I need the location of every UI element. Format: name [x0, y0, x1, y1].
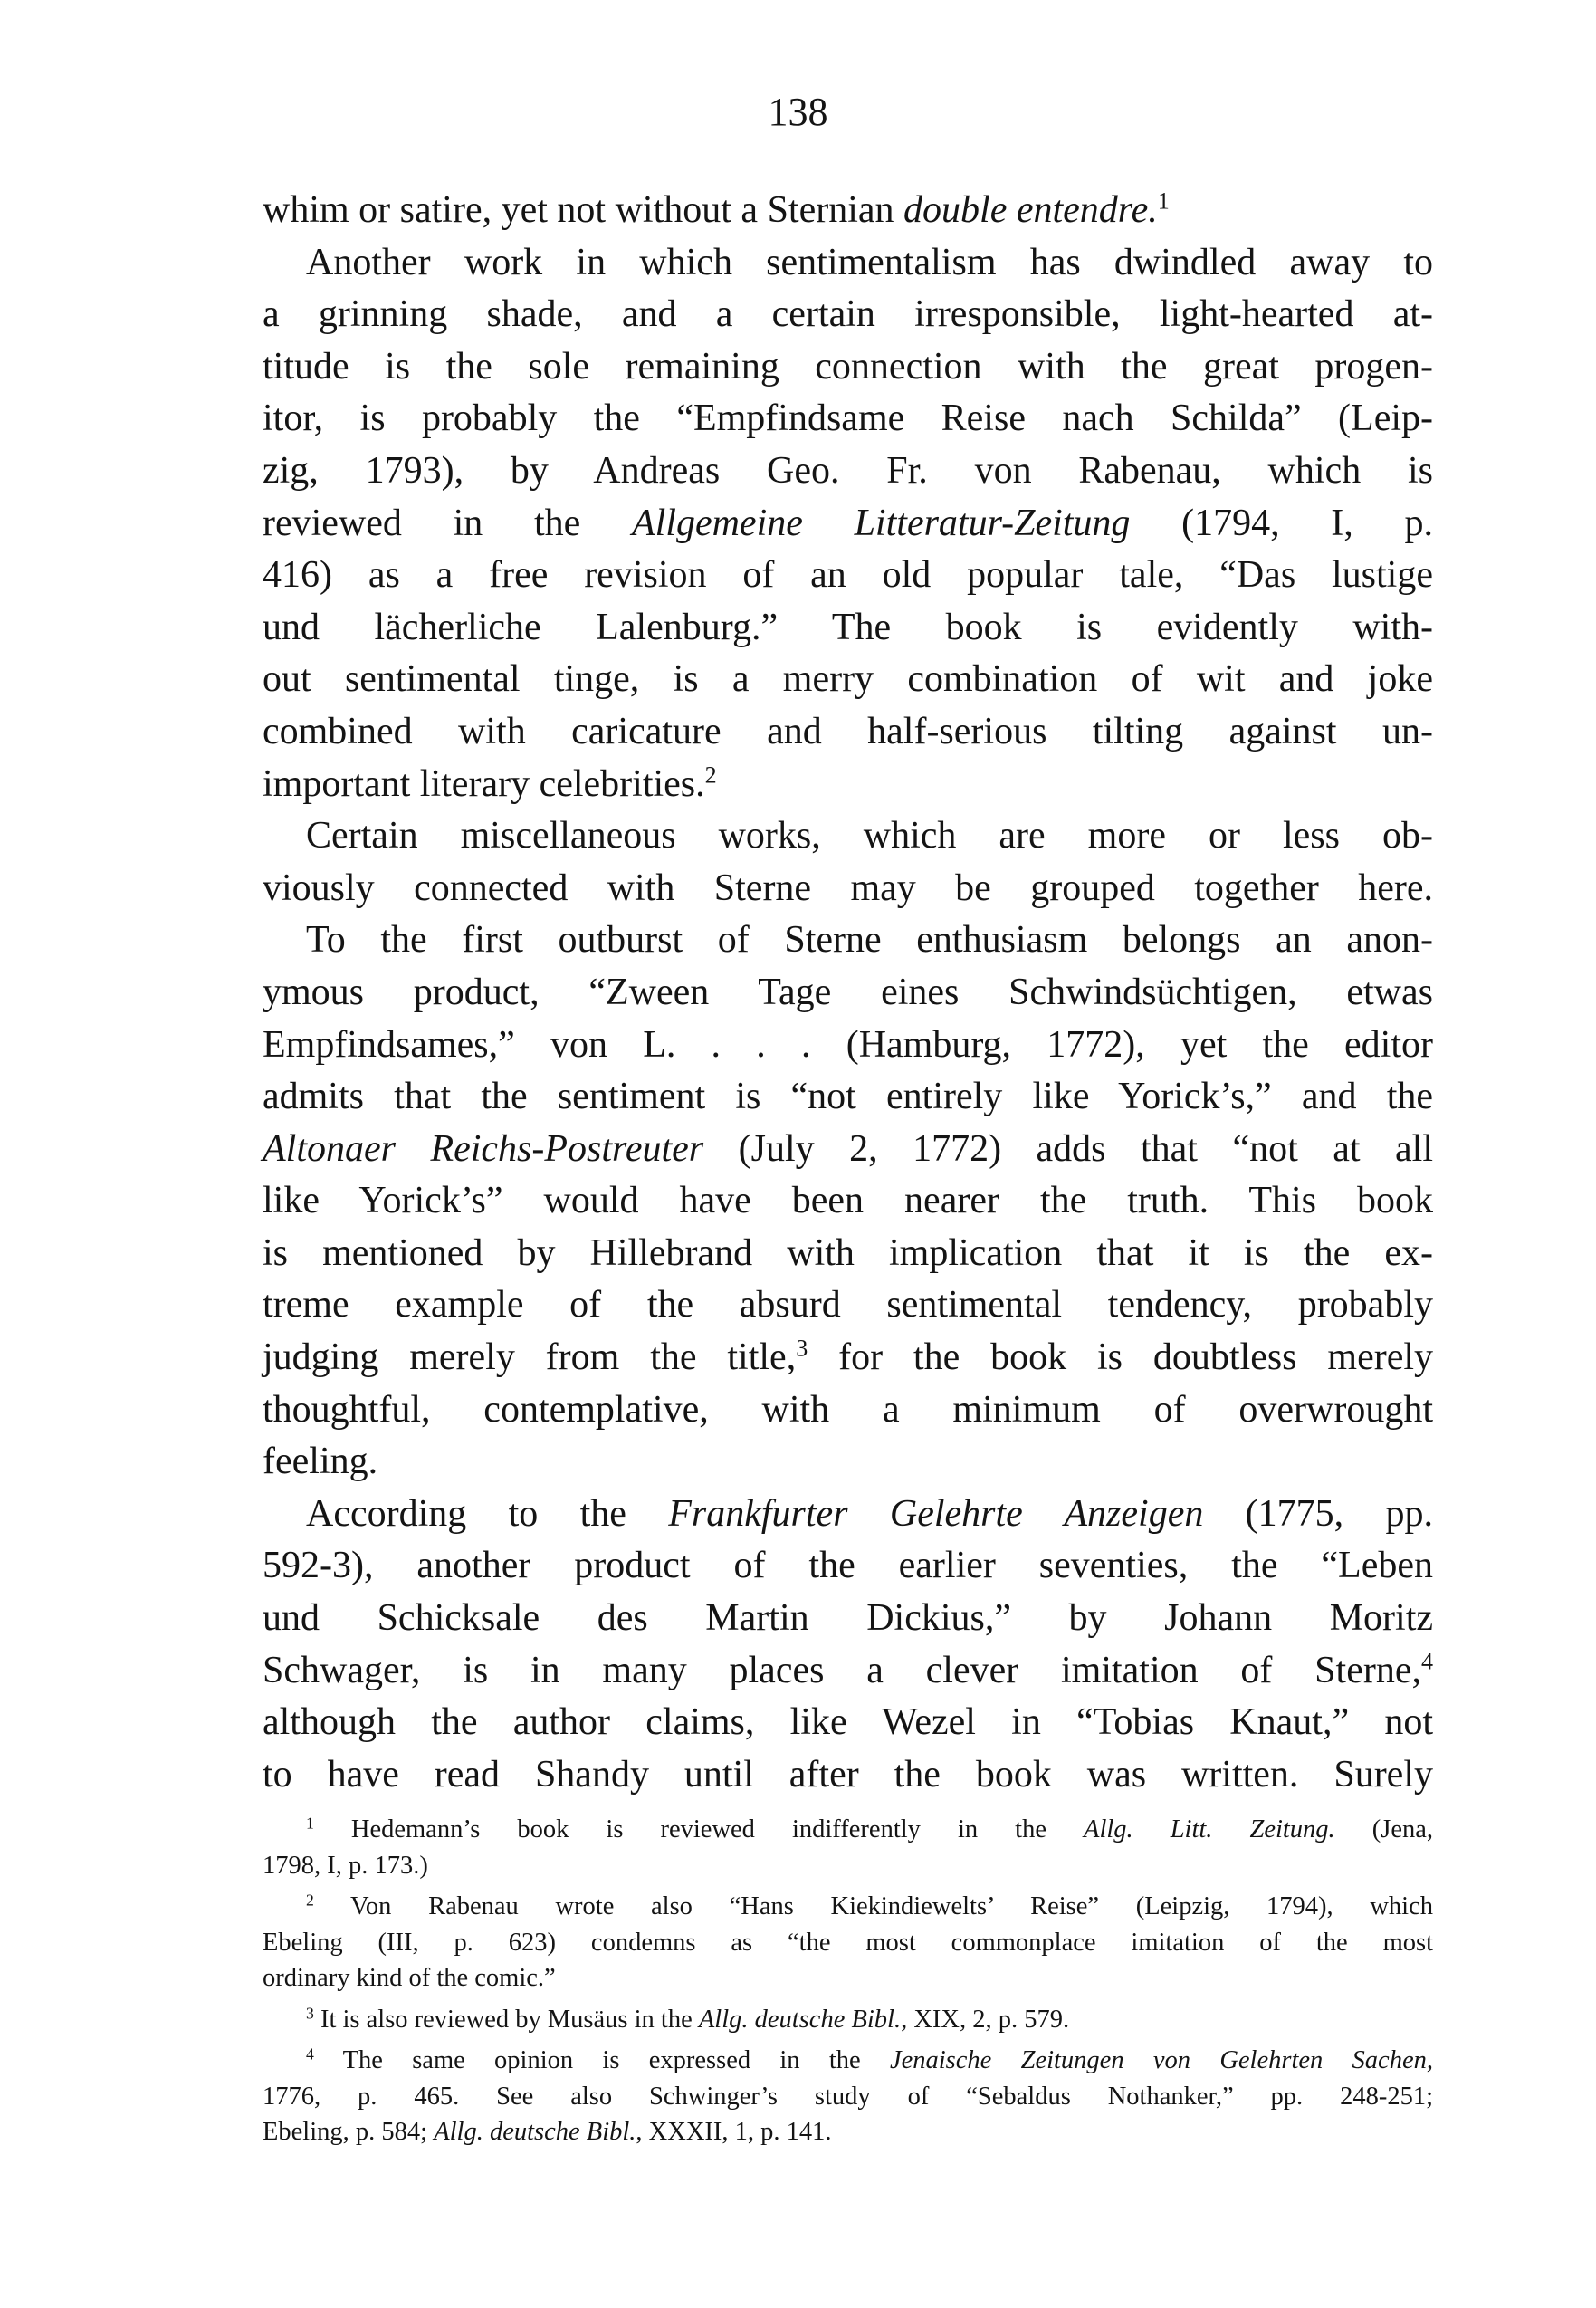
footnote-line: $^4$ The same opinion is expressed in the Jenaische Zeitungen von Gelehrten Sachen, — [306, 2045, 1433, 2074]
body-line: combined with caricature and half-serious tilting against un- — [263, 710, 1433, 752]
footnote-line: $^3$ It is also reviewed by Musäus in the Allg. deutsche Bibl., XIX, 2, p. 579. — [306, 2003, 1070, 2034]
body-text — [263, 185, 1433, 1801]
footnote-line: 1776, p. 465. See also Schwinger’s study of “Sebaldus Nothanker,” pp. 248-251; — [263, 2082, 1433, 2111]
italic-title: Allg. Litt. Zeitung. — [1084, 1815, 1335, 1844]
footnote-marker: 4 — [306, 2045, 314, 2064]
body-line: out sentimental tinge, is a merry combination of wit and joke — [263, 658, 1433, 701]
footnote-line: 1798, I, p. 173.) — [263, 1851, 428, 1880]
footnote-line: $^2$ Von Rabenau wrote also “Hans Kiekindiewelts’ Reise” (Leipzig, 1794), which — [306, 1891, 1433, 1920]
body-line: viously connected with Sterne may be grouped together here. — [263, 867, 1433, 909]
page-number: 138 — [768, 90, 828, 134]
footnote-marker: 4 — [1420, 1648, 1433, 1675]
body-line: judging merely from the title,$^3$ for the book is doubtless merely — [263, 1335, 1434, 1379]
footnote-line: $^1$ Hedemann’s book is reviewed indifferently in the Allg. Litt. Zeitung. (Jena, — [306, 1814, 1433, 1844]
body-line: Empfindsames,” von L. . . . (Hamburg, 1772), yet the editor — [263, 1023, 1433, 1066]
body-line: is mentioned by Hillebrand with implication that it is the ex- — [263, 1231, 1433, 1274]
body-line: thoughtful, contemplative, with a minimum of overwrought — [263, 1388, 1433, 1431]
body-line: reviewed in the Allgemeine Litteratur-Zeitung (1794, I, p. — [263, 502, 1433, 544]
footnote-marker: 2 — [306, 1891, 314, 1910]
body-line: titude is the sole remaining connection with the great progen- — [263, 345, 1433, 388]
body-line: To the first outburst of Sterne enthusiasm belongs an anon- — [306, 919, 1433, 962]
body-line: Another work in which sentimentalism has dwindled away to — [306, 241, 1433, 283]
body-line: und lächerliche Lalenburg.” The book is evidently with- — [263, 606, 1433, 648]
body-line: ymous product, “Zween Tage eines Schwindsüchtigen, etwas — [263, 971, 1433, 1013]
italic-title: Frankfurter Gelehrte Anzeigen — [668, 1492, 1204, 1535]
body-line: although the author claims, like Wezel in “Tobias Knaut,” not — [263, 1701, 1433, 1744]
body-line: like Yorick’s” would have been nearer the truth. This book — [263, 1180, 1433, 1222]
footnote-line: ordinary kind of the comic.” — [263, 1964, 556, 1992]
italic-title: Allg. deutsche Bibl. — [698, 2005, 902, 2034]
body-line: important literary celebrities.$^2$ — [263, 761, 717, 805]
footnote-line: Ebeling, p. 584; Allg. deutsche Bibl., XXXII, 1, p. 141. — [263, 2118, 832, 2146]
body-line: a grinning shade, and a certain irresponsible, light-hearted at- — [263, 293, 1433, 336]
footnote-marker: 3 — [306, 2003, 314, 2022]
italic-title: double entendre. — [903, 189, 1158, 231]
body-line: und Schicksale des Martin Dickius,” by Johann Moritz — [263, 1597, 1433, 1640]
body-line: zig, 1793), by Andreas Geo. Fr. von Rabenau, which is — [263, 449, 1433, 492]
body-line: 416) as a free revision of an old popular tale, “Das lustige — [263, 554, 1433, 597]
footnote-marker: 1 — [306, 1814, 314, 1833]
body-line: 592-3), another product of the earlier seventies, the “Leben — [263, 1545, 1433, 1587]
body-line: itor, is probably the “Empfindsame Reise nach Schilda” (Leip- — [263, 397, 1433, 440]
footnote-marker: 1 — [1157, 187, 1170, 215]
body-line: Altonaer Reichs-Postreuter (July 2, 1772) adds that “not at all — [263, 1127, 1434, 1170]
footnotes — [263, 1812, 1433, 2150]
italic-title: Altonaer Reichs-Postreuter — [263, 1127, 704, 1170]
body-line: whim or satire, yet not without a Sternian double entendre.$^1$ — [263, 187, 1170, 231]
italic-title: Jenaische Zeitungen von Gelehrten Sachen, — [889, 2046, 1433, 2074]
footnote-line: Ebeling (III, p. 623) condemns as “the most commonplace imitation of the most — [263, 1928, 1433, 1957]
body-line: According to the Frankfurter Gelehrte Anzeigen (1775, pp. — [306, 1492, 1433, 1535]
body-line: Schwager, is in many places a clever imitation of Sterne,$^4$ — [263, 1648, 1433, 1691]
body-line: Certain miscellaneous works, which are more or less ob- — [306, 815, 1433, 857]
body-line: feeling. — [263, 1441, 378, 1483]
footnote-marker: 2 — [704, 761, 717, 789]
body-line: admits that the sentiment is “not entirely like Yorick’s,” and the — [263, 1076, 1433, 1118]
footnote-marker: 3 — [796, 1335, 808, 1362]
italic-title: Allg. deutsche Bibl. — [434, 2118, 636, 2146]
body-line: to have read Shandy until after the book was written. Surely — [263, 1753, 1433, 1796]
italic-title: Allgemeine Litteratur-Zeitung — [631, 502, 1131, 544]
body-line: treme example of the absurd sentimental tendency, probably — [263, 1284, 1433, 1326]
